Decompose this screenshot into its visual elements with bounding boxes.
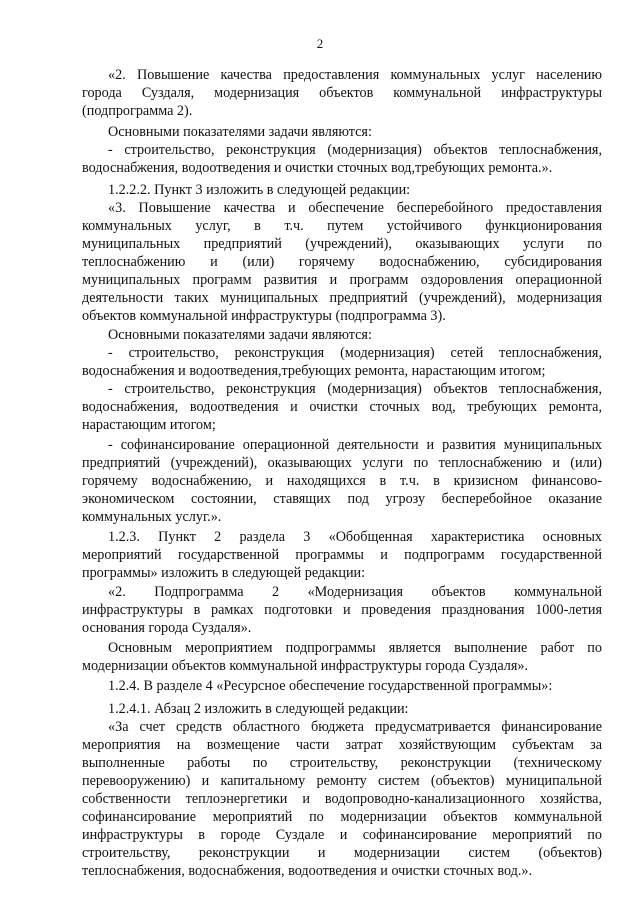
text-line: (подпрограмма 2).: [82, 103, 193, 119]
text-line: муниципальных программ развития и программ оздоровления операционной: [82, 272, 602, 288]
text-line: 1.2.4.1. Абзац 2 изложить в следующей редакции:: [108, 701, 409, 717]
text-line: теплоснабжения, водоснабжения, водоотведения и очистки сточных вод.».: [82, 863, 533, 879]
text-line: водоснабжения, водоотведения и очистки сточных вод, требующих ремонта,: [82, 399, 602, 415]
text-line: нарастающим итогом;: [82, 417, 216, 433]
text-line: 1.2.2.2. Пункт 3 изложить в следующей редакции:: [108, 182, 411, 198]
text-line: деятельности таких муниципальных предприятий (учреждений), модернизация: [82, 290, 602, 306]
text-line: Основными показателями задачи являются:: [108, 124, 372, 140]
text-line: мероприятия на возмещение части затрат хозяйствующим субъектам за: [82, 737, 602, 753]
page-number: 2: [316, 36, 324, 51]
text-line: водоснабжения и водоотведения,требующих ремонта, нарастающим итогом;: [82, 363, 546, 379]
text-line: строительству, реконструкции и модернизации систем (объектов): [82, 845, 602, 861]
text-line: 1.2.4. В разделе 4 «Ресурсное обеспечение государственной программы»:: [108, 678, 553, 694]
text-line: коммунальных услуг, в т.ч. путем устойчивого функционирования: [82, 218, 602, 234]
text-line: перевооружению) и капитальному ремонту систем (объектов) муниципальной: [82, 773, 602, 789]
text-line: 1.2.3. Пункт 2 раздела 3 «Обобщенная характеристика основных: [108, 529, 602, 545]
text-line: собственности теплоэнергетики и водопроводно-канализационного хозяйства,: [82, 791, 602, 807]
text-line: города Суздаля, модернизация объектов коммунальной инфраструктуры: [82, 85, 602, 101]
text-line: модернизации объектов коммунальной инфраструктуры города Суздаля».: [82, 658, 529, 674]
text-line: коммунальных услуг.».: [82, 509, 222, 525]
text-line: «За счет средств областного бюджета предусматривается финансирование: [108, 719, 602, 735]
text-line: муниципальных предприятий (учреждений), оказывающих услуги по: [82, 236, 602, 252]
text-line: горячему водоснабжению, и находящихся в т.ч. в кризисном финансово-: [82, 473, 602, 489]
text-line: экономическом состоянии, ставящих под угрозу бесперебойное оказание: [82, 491, 602, 507]
text-line: «2. Повышение качества предоставления коммунальных услуг населению: [108, 67, 602, 83]
text-line: софинансирование мероприятий по модернизации объектов коммунальной: [82, 809, 602, 825]
text-line: объектов коммунальной инфраструктуры (подпрограмма 3).: [82, 308, 446, 324]
text-line: Основным мероприятием подпрограммы является выполнение работ по: [108, 640, 602, 656]
text-line: программы» изложить в следующей редакции:: [82, 565, 366, 581]
text-line: инфраструктуры в городе Суздале и софинансирование мероприятий по: [82, 827, 602, 843]
text-line: выполненные работы по строительству, реконструкции (техническому: [82, 755, 602, 771]
text-line: «3. Повышение качества и обеспечение бесперебойного предоставления: [108, 200, 602, 216]
text-line: «2. Подпрограмма 2 «Модернизация объектов коммунальной: [108, 584, 602, 600]
text-line: основания города Суздаля».: [82, 620, 252, 636]
text-line: мероприятий государственной программы и подпрограмм государственной: [82, 547, 602, 563]
text-line: теплоснабжению и (или) горячему водоснабжению, субсидирования: [82, 254, 602, 270]
text-line: Основными показателями задачи являются:: [108, 327, 372, 343]
text-line: - строительство, реконструкция (модернизация) сетей теплоснабжения,: [108, 345, 602, 361]
text-line: инфраструктуры в рамках подготовки и проведения празднования 1000-летия: [82, 602, 602, 618]
text-line: - софинансирование операционной деятельности и развития муниципальных: [108, 437, 602, 453]
text-line: водоснабжения, водоотведения и очистки сточных вод,требующих ремонта.».: [82, 160, 553, 176]
text-line: - строительство, реконструкция (модернизация) объектов теплоснабжения,: [108, 381, 602, 397]
text-line: - строительство, реконструкция (модернизация) объектов теплоснабжения,: [108, 142, 602, 158]
text-line: предприятий (учреждений), оказывающих услуги по теплоснабжению и (или): [82, 455, 602, 471]
